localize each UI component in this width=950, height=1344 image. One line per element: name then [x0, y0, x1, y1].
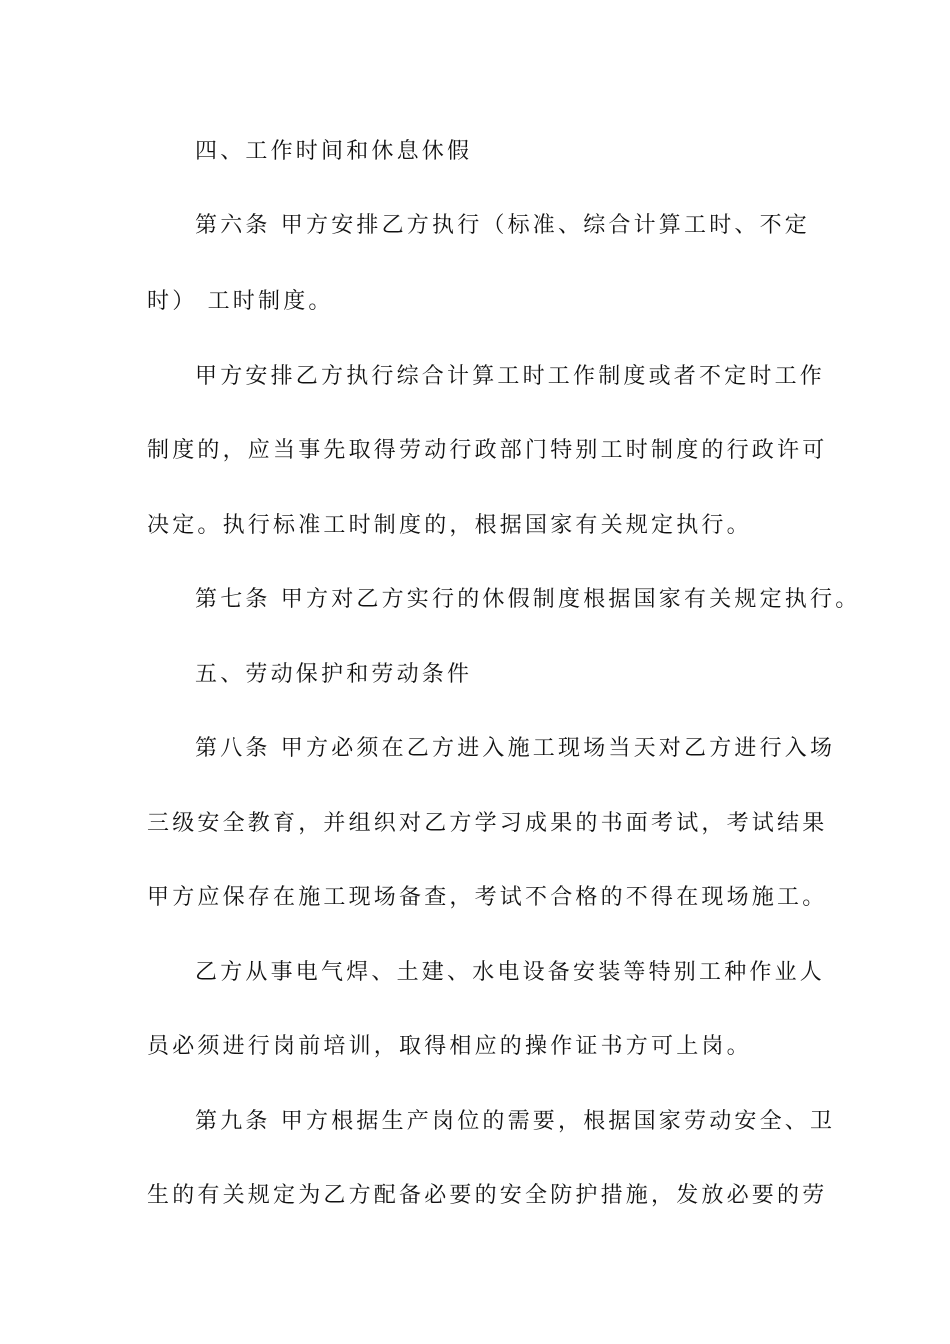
article-8-line-1: 第八条 甲方必须在乙方进入施工现场当天对乙方进行入场 [195, 736, 836, 761]
article-8-line-2: 三级安全教育，并组织对乙方学习成果的书面考试，考试结果 [147, 811, 828, 836]
paragraph-line-1: 甲方安排乙方执行综合计算工时工作制度或者不定时工作 [195, 364, 826, 389]
article-8-line-3: 甲方应保存在施工现场备查，考试不合格的不得在现场施工。 [147, 885, 828, 910]
article-7-line-1: 第七条 甲方对乙方实行的休假制度根据国家有关规定执行。 [195, 587, 861, 612]
article-6-line-1: 第六条 甲方安排乙方执行（标准、综合计算工时、不定 [195, 213, 810, 238]
paragraph-2-line-2: 员必须进行岗前培训，取得相应的操作证书方可上岗。 [147, 1034, 752, 1059]
paragraph-2-line-1: 乙方从事电气焊、土建、水电设备安装等特别工种作业人 [195, 960, 826, 985]
article-6-line-2: 时） 工时制度。 [147, 289, 334, 314]
paragraph-line-2: 制度的，应当事先取得劳动行政部门特别工时制度的行政许可 [147, 438, 828, 463]
paragraph-line-3: 决定。执行标准工时制度的，根据国家有关规定执行。 [147, 513, 752, 538]
section-heading-5: 五、劳动保护和劳动条件 [195, 662, 473, 687]
article-9-line-1: 第九条 甲方根据生产岗位的需要，根据国家劳动安全、卫 [195, 1109, 836, 1134]
section-heading-4: 四、工作时间和休息休假 [195, 139, 473, 164]
article-9-line-2: 生的有关规定为乙方配备必要的安全防护措施，发放必要的劳 [147, 1183, 828, 1208]
